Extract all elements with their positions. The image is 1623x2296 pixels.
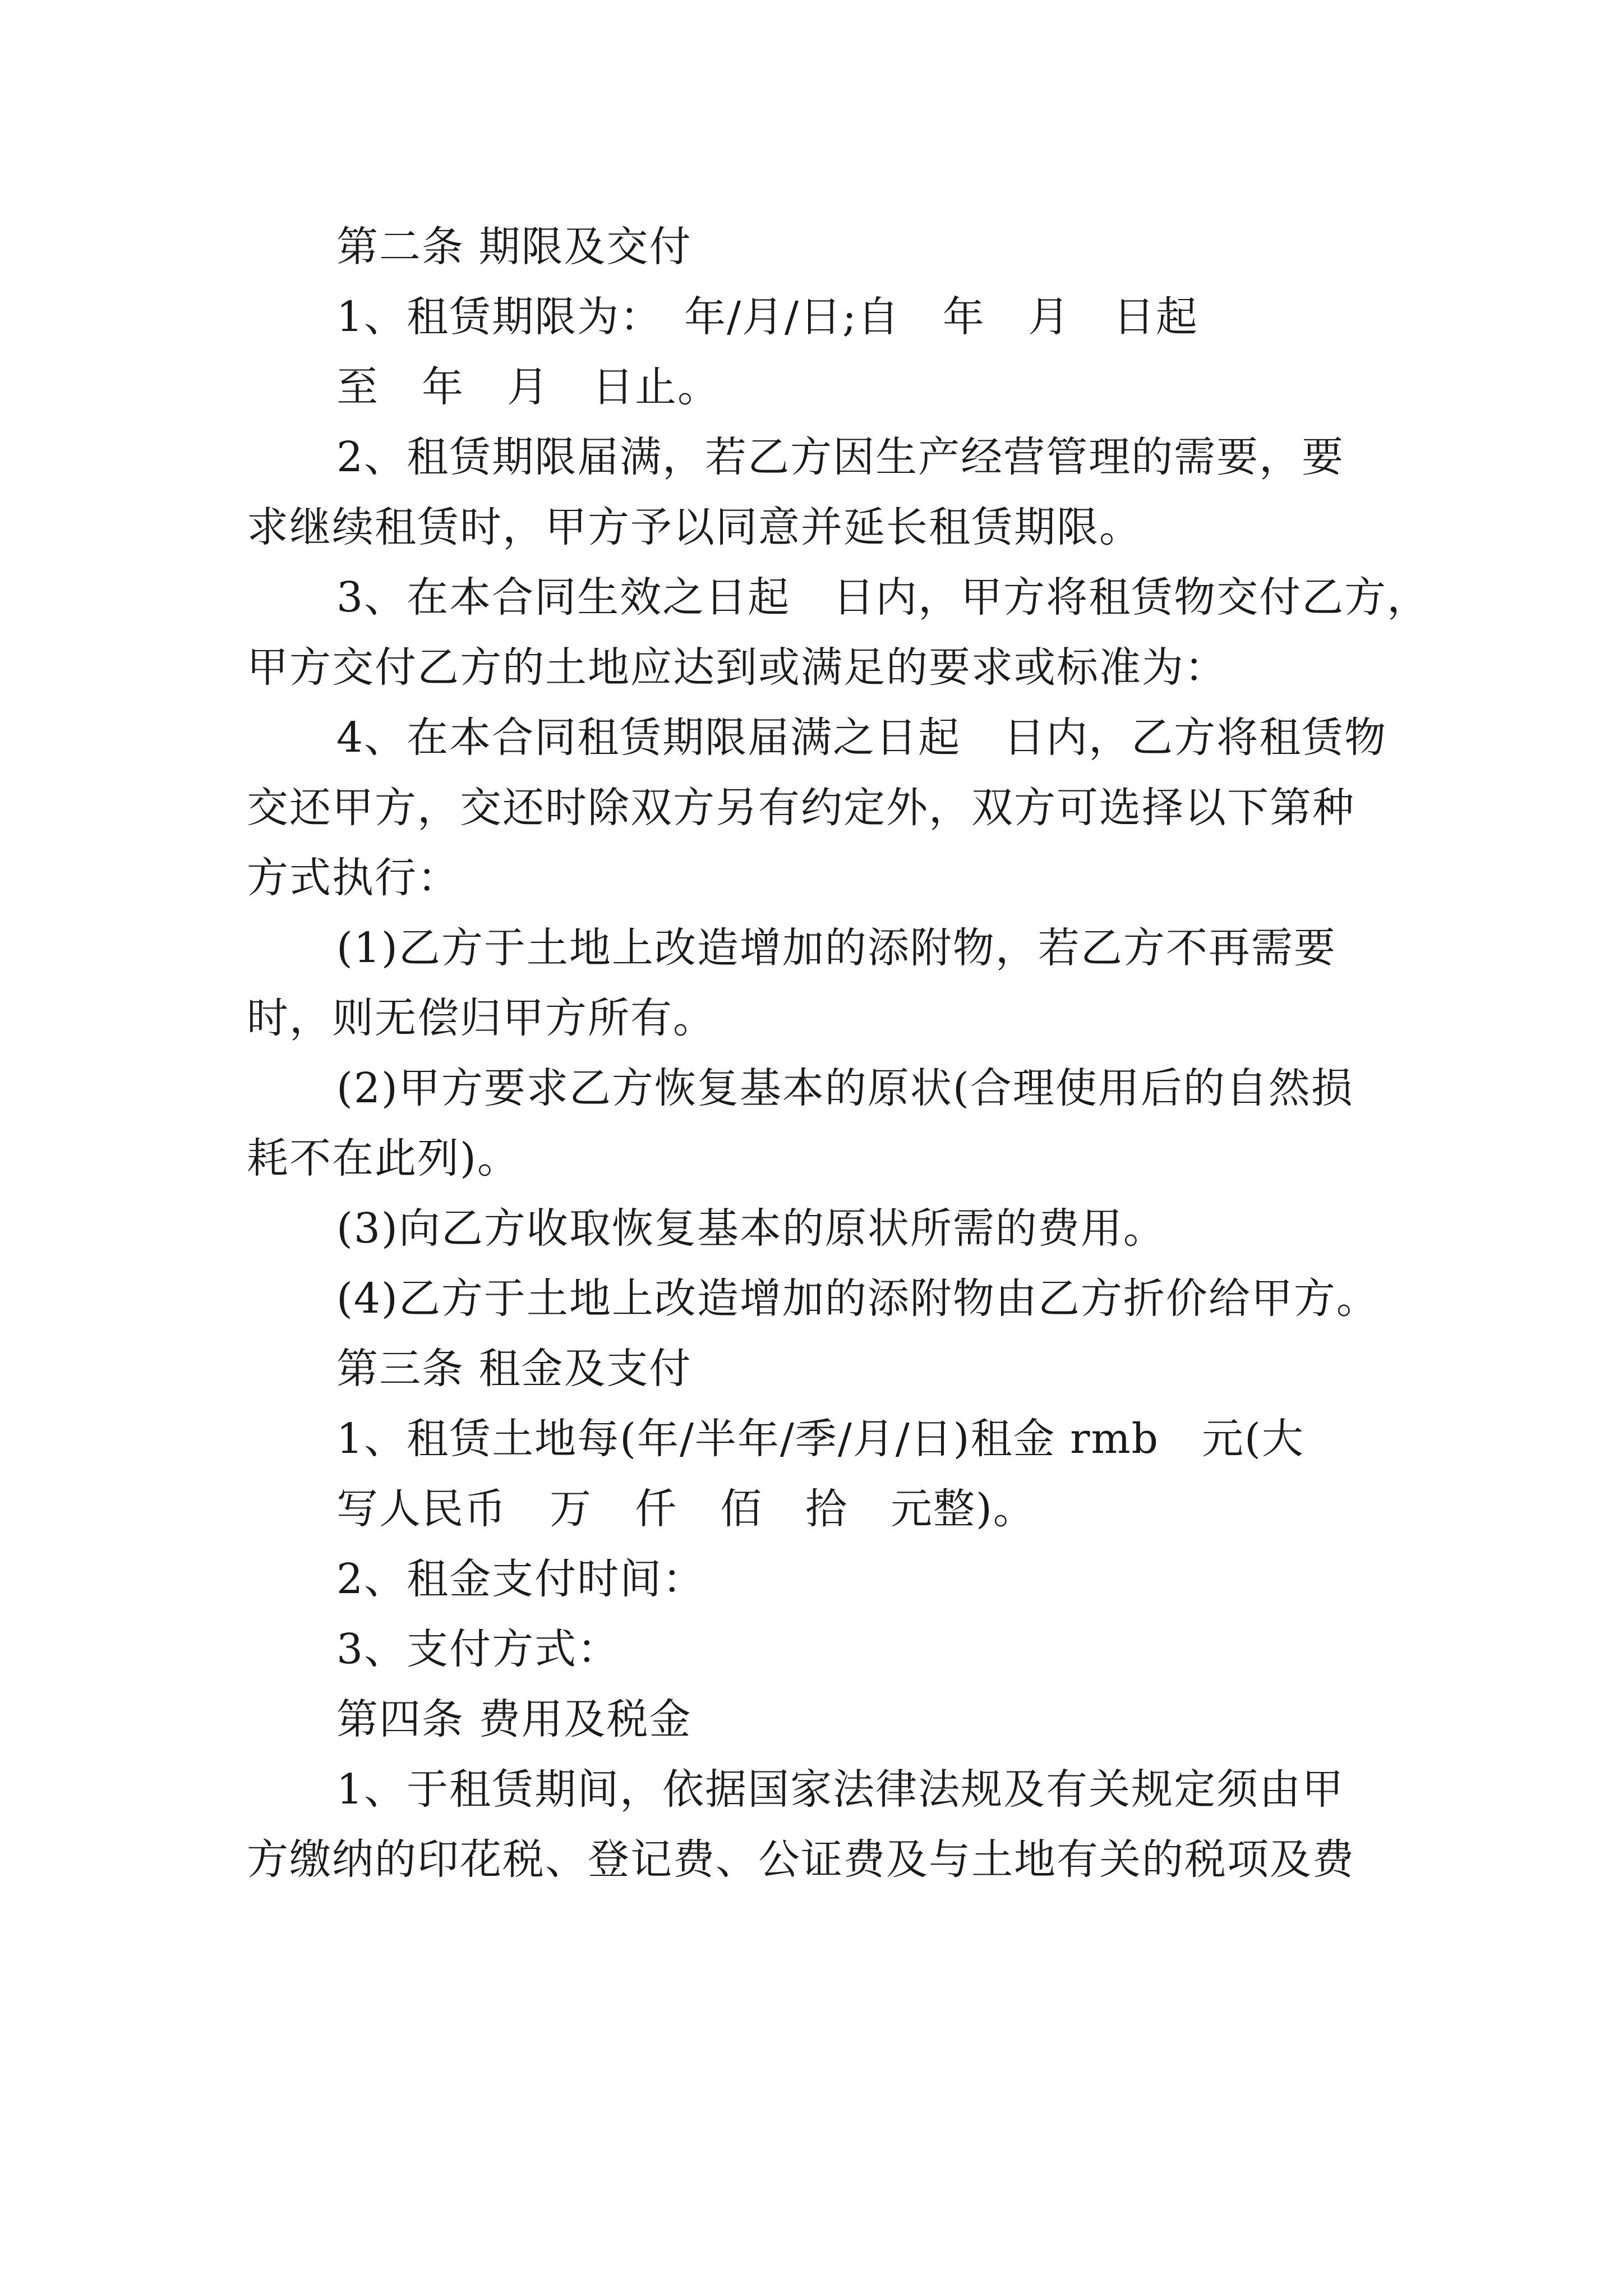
paragraph-line: 方式执行：	[247, 854, 460, 902]
list-item-2: (2)甲方要求乙方恢复基本的原状(合理使用后的自然损	[336, 1064, 1354, 1112]
paragraph-line: 1、于租赁期间，依据国家法律法规及有关规定须由甲	[336, 1765, 1345, 1814]
paragraph-line: 求继续租赁时，甲方予以同意并延长租赁期限。	[247, 503, 1142, 551]
paragraph-line: 2、租赁期限届满，若乙方因生产经营管理的需要，要	[336, 433, 1345, 481]
paragraph-line: 甲方交付乙方的土地应达到或满足的要求或标准为：	[247, 643, 1227, 692]
list-item-4: (4)乙方于土地上改造增加的添附物由乙方折价给甲方。	[336, 1274, 1379, 1323]
paragraph-line: 方缴纳的印花税、登记费、公证费及与土地有关的税项及费	[247, 1835, 1355, 1884]
paragraph-line: 耗不在此列)。	[247, 1134, 520, 1182]
list-item-3: (3)向乙方收取恢复基本的原状所需的费用。	[336, 1204, 1166, 1253]
heading-article-4: 第四条 费用及税金	[336, 1695, 692, 1743]
paragraph-line: 时，则无偿归甲方所有。	[247, 994, 716, 1042]
paragraph-line: 2、租金支付时间：	[336, 1555, 706, 1603]
list-item-1: (1)乙方于土地上改造增加的添附物，若乙方不再需要	[336, 924, 1336, 972]
paragraph-line: 至 年 月 日止。	[336, 363, 720, 411]
paragraph-line: 3、支付方式：	[336, 1625, 620, 1673]
heading-article-3: 第三条 租金及支付	[336, 1345, 692, 1393]
paragraph-line: 1、租赁期限为： 年/月/日;自 年 月 日起	[336, 293, 1198, 341]
paragraph-line: 交还甲方，交还时除双方另有约定外，双方可选择以下第种	[247, 784, 1355, 832]
heading-article-2: 第二条 期限及交付	[336, 223, 692, 271]
paragraph-line: 1、租赁土地每(年/半年/季/月/日)租金 rmb 元(大	[336, 1415, 1304, 1463]
paragraph-line: 4、在本合同租赁期限届满之日起 日内，乙方将租赁物	[336, 714, 1387, 762]
paragraph-line: 3、在本合同生效之日起 日内，甲方将租赁物交付乙方，	[336, 573, 1430, 622]
paragraph-line: 写人民币 万 仟 佰 拾 元整)。	[336, 1485, 1036, 1533]
